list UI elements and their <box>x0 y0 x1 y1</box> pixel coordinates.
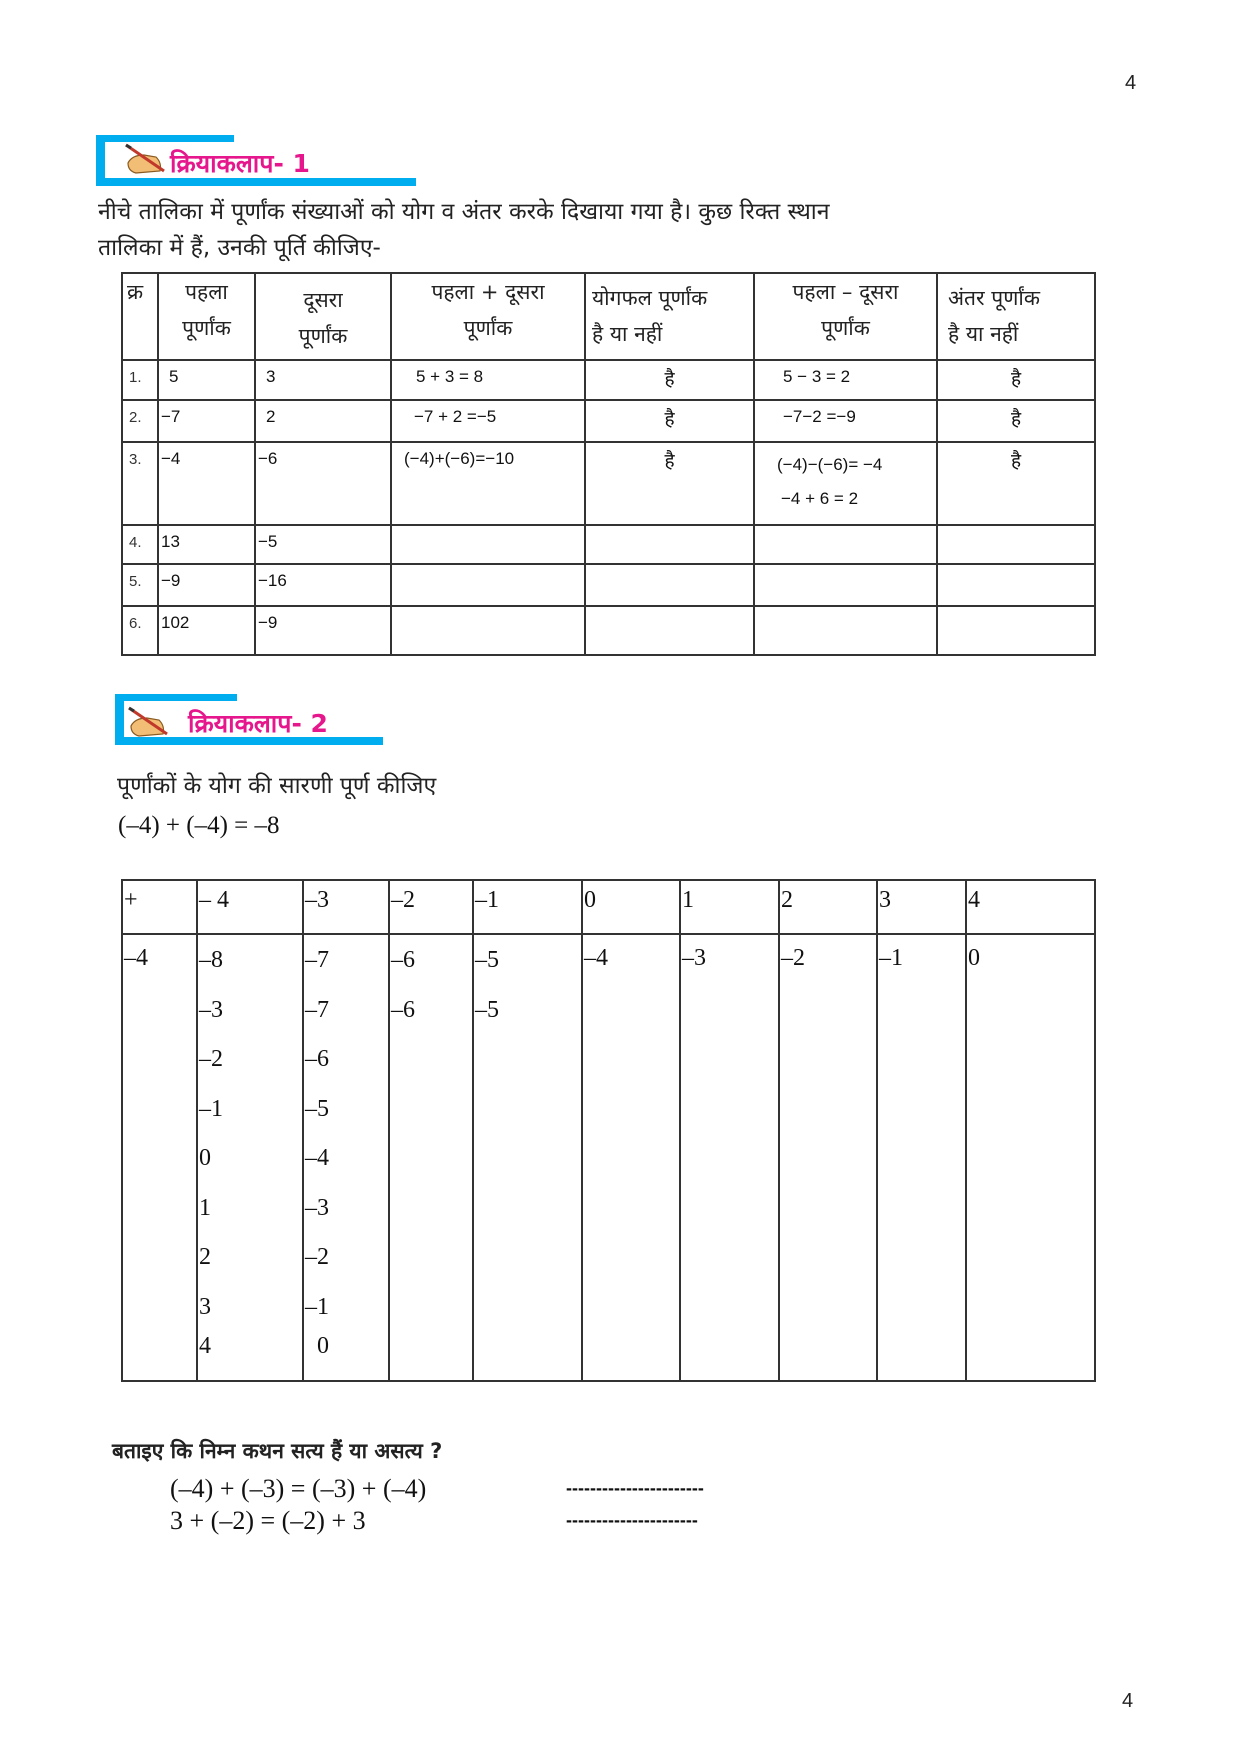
grid-cell: 1 <box>199 1194 211 1221</box>
grid-cell: –2 <box>779 934 877 1381</box>
row-sum-blank[interactable] <box>391 606 585 655</box>
grid-cell: –1 <box>305 1293 329 1320</box>
header-accent-top <box>115 694 237 701</box>
grid-col-2-values <box>303 934 389 1381</box>
grid-col-1-values <box>197 934 303 1381</box>
row-sum-is-integer: है <box>585 442 754 525</box>
grid-cell: –5 <box>475 947 499 973</box>
row-second: −6 <box>255 442 391 525</box>
grid-cell: –2 <box>199 1046 223 1072</box>
table-header-row <box>122 273 1095 360</box>
grid-col-3-values <box>389 934 473 1381</box>
table-row <box>122 525 1095 564</box>
grid-cell: –6 <box>391 947 415 973</box>
grid-cell: –6 <box>305 1046 329 1072</box>
header-diff-is-integer: अंतर पूर्णांक है या नहीं <box>937 273 1095 360</box>
row-second: 3 <box>255 360 391 400</box>
true-false-question-title: बताइए कि निम्न कथन सत्य हैं या असत्य ? <box>112 1439 443 1463</box>
row-sum-is-integer-blank[interactable] <box>585 606 754 655</box>
activity-2-header <box>115 694 383 744</box>
row-diff-is-integer: है <box>937 360 1095 400</box>
header-second: दूसरा पूर्णांक <box>255 273 391 360</box>
grid-cell: –3 <box>199 996 223 1023</box>
header-diff: पहला – दूसरा पूर्णांक <box>754 273 937 360</box>
grid-corner-plus: + <box>122 880 197 934</box>
activity-2-instruction: पूर्णांकों के योग की सारणी पूर्ण कीजिए <box>117 773 437 799</box>
grid-cell: –4 <box>305 1145 329 1171</box>
row-sum: 5 + 3 = 8 <box>391 360 585 400</box>
grid-cell: –2 <box>305 1244 329 1270</box>
page-number-top: 4 <box>1125 72 1137 94</box>
grid-cell: –1 <box>199 1095 223 1122</box>
grid-cell: –3 <box>305 1194 329 1221</box>
row-first: −9 <box>158 564 255 606</box>
grid-cell: 4 <box>199 1332 211 1359</box>
row-second: −16 <box>255 564 391 606</box>
grid-col-header: 3 <box>877 880 966 934</box>
answer-blank-1[interactable]: ----------------------- <box>566 1478 704 1498</box>
table-row <box>122 360 1095 400</box>
statement-1: (–4) + (–3) = (–3) + (–4) <box>170 1474 427 1503</box>
grid-cell: –7 <box>305 996 329 1023</box>
activity-1-header <box>96 135 416 185</box>
table-row <box>122 606 1095 655</box>
grid-cell: –6 <box>391 996 415 1023</box>
grid-cell: –1 <box>877 934 966 1381</box>
row-sn: 3. <box>122 442 158 525</box>
header-sum-is-integer: योगफल पूर्णांक है या नहीं <box>585 273 754 360</box>
row-sum-blank[interactable] <box>391 564 585 606</box>
row-diff-blank[interactable] <box>754 525 937 564</box>
row-diff: 5 − 3 = 2 <box>754 360 937 400</box>
row-first: 13 <box>158 525 255 564</box>
grid-cell: –4 <box>582 934 680 1381</box>
row-sn: 2. <box>122 400 158 442</box>
page-number-bottom: 4 <box>1122 1690 1134 1712</box>
row-sum: −7 + 2 =−5 <box>391 400 585 442</box>
header-first: पहला पूर्णांक <box>158 273 255 360</box>
header-sn: क्र <box>122 273 158 360</box>
row-first: 5 <box>158 360 255 400</box>
grid-body-row <box>122 934 1095 1381</box>
pencil-hand-icon <box>122 141 172 181</box>
grid-cell: 0 <box>966 934 1095 1381</box>
grid-col-header: –2 <box>389 880 473 934</box>
row-sn: 5. <box>122 564 158 606</box>
row-diff: −7−2 =−9 <box>754 400 937 442</box>
activity-1-instruction-line2: तालिका में हैं, उनकी पूर्ति कीजिए- <box>98 235 381 261</box>
row-diff-blank[interactable] <box>754 564 937 606</box>
grid-cell: –7 <box>305 947 329 973</box>
grid-cell: 0 <box>317 1332 329 1359</box>
activity-1-instruction-line1: नीचे तालिका में पूर्णांक संख्याओं को योग व अंतर करके दिखाया गया है। कुछ रिक्त स्थान <box>98 199 830 225</box>
answer-blank-2[interactable]: ---------------------- <box>566 1510 698 1530</box>
table-row <box>122 400 1095 442</box>
row-diff-blank[interactable] <box>754 606 937 655</box>
grid-cell: 0 <box>199 1145 211 1171</box>
row-diff-is-integer: है <box>937 400 1095 442</box>
statement-2: 3 + (–2) = (–2) + 3 <box>170 1506 366 1535</box>
row-second: 2 <box>255 400 391 442</box>
grid-cell: –5 <box>475 996 499 1023</box>
row-sn: 4. <box>122 525 158 564</box>
activity-1-title: क्रियाकलाप- 1 <box>170 149 310 178</box>
row-sum-is-integer-blank[interactable] <box>585 564 754 606</box>
activity-2-title: क्रियाकलाप- 2 <box>188 709 328 738</box>
row-first: −7 <box>158 400 255 442</box>
row-first: 102 <box>158 606 255 655</box>
grid-col-header: 0 <box>582 880 680 934</box>
row-diff-is-integer-blank[interactable] <box>937 606 1095 655</box>
integer-addition-grid <box>121 879 1096 1382</box>
header-sum: पहला + दूसरा पूर्णांक <box>391 273 585 360</box>
table-row <box>122 564 1095 606</box>
pencil-hand-icon <box>125 704 175 744</box>
row-sum-is-integer-blank[interactable] <box>585 525 754 564</box>
grid-header-row <box>122 880 1095 934</box>
row-diff <box>754 442 937 525</box>
row-sum: (−4)+(−6)=−10 <box>391 442 585 525</box>
grid-cell: –3 <box>680 934 779 1381</box>
grid-col-header: 4 <box>966 880 1095 934</box>
row-diff-line2: −4 + 6 = 2 <box>781 489 859 508</box>
row-sum-is-integer: है <box>585 400 754 442</box>
table-row <box>122 442 1095 525</box>
row-diff-is-integer: है <box>937 442 1095 525</box>
row-diff-is-integer-blank[interactable] <box>937 525 1095 564</box>
row-sn: 6. <box>122 606 158 655</box>
grid-cell: –5 <box>305 1095 329 1122</box>
grid-row-header: –4 <box>122 934 197 1381</box>
row-diff-is-integer-blank[interactable] <box>937 564 1095 606</box>
integer-sum-diff-table <box>121 272 1096 656</box>
row-sum-is-integer: है <box>585 360 754 400</box>
grid-col-header: 1 <box>680 880 779 934</box>
row-second: −5 <box>255 525 391 564</box>
row-sum-blank[interactable] <box>391 525 585 564</box>
grid-cell: 3 <box>199 1293 211 1320</box>
row-sn: 1. <box>122 360 158 400</box>
activity-2-example: (–4) + (–4) = –8 <box>118 812 280 839</box>
grid-col-header: –1 <box>473 880 582 934</box>
row-first: −4 <box>158 442 255 525</box>
row-second: −9 <box>255 606 391 655</box>
row-diff-line1: (−4)−(−6)= −4 <box>777 455 883 474</box>
grid-col-header: –3 <box>303 880 389 934</box>
grid-col-header: – 4 <box>197 880 303 934</box>
grid-col-4-values <box>473 934 582 1381</box>
grid-cell: –8 <box>199 947 223 973</box>
grid-cell: 2 <box>199 1244 211 1270</box>
grid-col-header: 2 <box>779 880 877 934</box>
